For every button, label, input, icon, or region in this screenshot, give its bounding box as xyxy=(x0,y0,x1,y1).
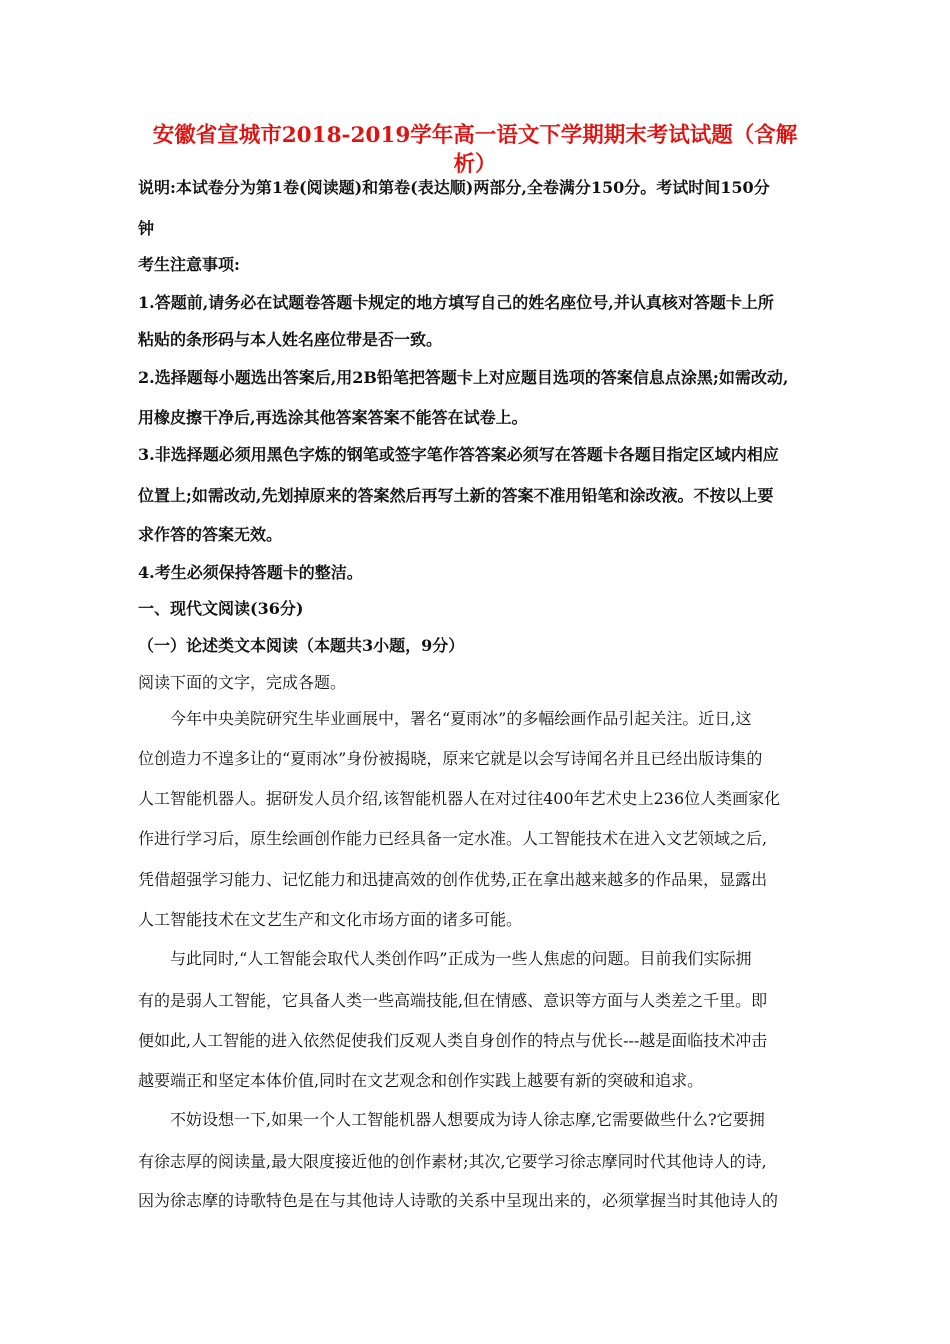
notes-line: 求作答的答案无效。 xyxy=(138,525,283,544)
subsection-heading: （一）论述类文本阅读（本题共3小题，9分） xyxy=(138,636,465,655)
notes-line: 1.答题前,请务必在试题卷答题卡规定的地方填写自己的姓名座位号,并认真核对答题卡上所 xyxy=(138,293,774,312)
notes-heading: 考生注意事项: xyxy=(138,255,240,274)
passage-line: 凭借超强学习能力、记忆能力和迅捷高效的创作优势,正在拿出越来越多的作品果，显露出 xyxy=(138,870,768,889)
notes-line: 4.考生必须保持答题卡的整洁。 xyxy=(138,563,363,582)
task-instruction: 阅读下面的文字，完成各题。 xyxy=(138,673,347,692)
passage-line: 有的是弱人工智能，它具备人类一些高端技能,但在情感、意识等方面与人类差之千里。即 xyxy=(138,991,768,1010)
notes-line: 位置上;如需改动,先划掉原来的答案然后再写土新的答案不准用铅笔和涂改液。不按以上要 xyxy=(138,486,774,505)
passage-line: 因为徐志摩的诗歌特色是在与其他诗人诗歌的关系中呈现出来的，必须掌握当时其他诗人的 xyxy=(138,1191,779,1210)
instructions-line: 说明:本试卷分为第1卷(阅读题)和第卷(表达顺)两部分,全卷满分150分。考试时间150分 xyxy=(138,178,770,197)
passage-line: 越要端正和坚定本体价值,同时在文艺观念和创作实践上越要有新的突破和追求。 xyxy=(138,1071,704,1090)
notes-line: 用橡皮擦干净后,再选涂其他答案答案不能答在试卷上。 xyxy=(138,408,528,427)
notes-line: 2.选择题每小题选出答案后,用2B铅笔把答题卡上对应题目选项的答案信息点涂黑;如需改动, xyxy=(138,368,789,387)
instructions-line: 钟 xyxy=(138,219,155,238)
passage-line: 人工智能机器人。据研发人员介绍,该智能机器人在对过往400年艺术史上236位人类画家化 xyxy=(138,789,781,808)
passage-line: 有徐志厚的阅读量,最大限度接近他的创作素材;其次,它要学习徐志摩同时代其他诗人的诗, xyxy=(138,1152,767,1171)
notes-line: 3.非选择题必须用黑色字炼的钢笔或签字笔作答答案必须写在答题卡各题目指定区域内相应 xyxy=(138,445,779,464)
passage-line: 便如此,人工智能的进入依然促使我们反观人类自身创作的特点与优长---越是面临技术冲击 xyxy=(138,1031,768,1050)
passage-line: 与此同时,“人工智能会取代人类创作吗”正成为一些人焦虑的问题。目前我们实际拥 xyxy=(170,949,752,968)
passage-line: 作进行学习后，原生绘画创作能力已经具备一定水准。人工智能技术在进入文艺领域之后, xyxy=(138,829,768,848)
title-line: 析） xyxy=(453,152,497,177)
section-heading: 一、现代文阅读(36分) xyxy=(138,599,304,618)
passage-line: 位创造力不遑多让的“夏雨冰”身份被揭晓，原来它就是以会写诗闻名并且已经出版诗集的 xyxy=(138,749,763,768)
passage-line: 今年中央美院研究生毕业画展中，署名“夏雨冰”的多幅绘画作品引起关注。近日,这 xyxy=(170,709,752,728)
title-line: 安徽省宣城市2018-2019学年高一语文下学期期末考试试题（含解 xyxy=(152,123,798,148)
notes-line: 粘贴的条形码与本人姓名座位带是否一致。 xyxy=(138,330,443,349)
document-title xyxy=(138,121,812,179)
passage-line: 不妨设想一下,如果一个人工智能机器人想要成为诗人徐志摩,它需要做些什么?它要拥 xyxy=(170,1110,765,1129)
passage-line: 人工智能技术在文艺生产和文化市场方面的诸多可能。 xyxy=(138,910,523,929)
